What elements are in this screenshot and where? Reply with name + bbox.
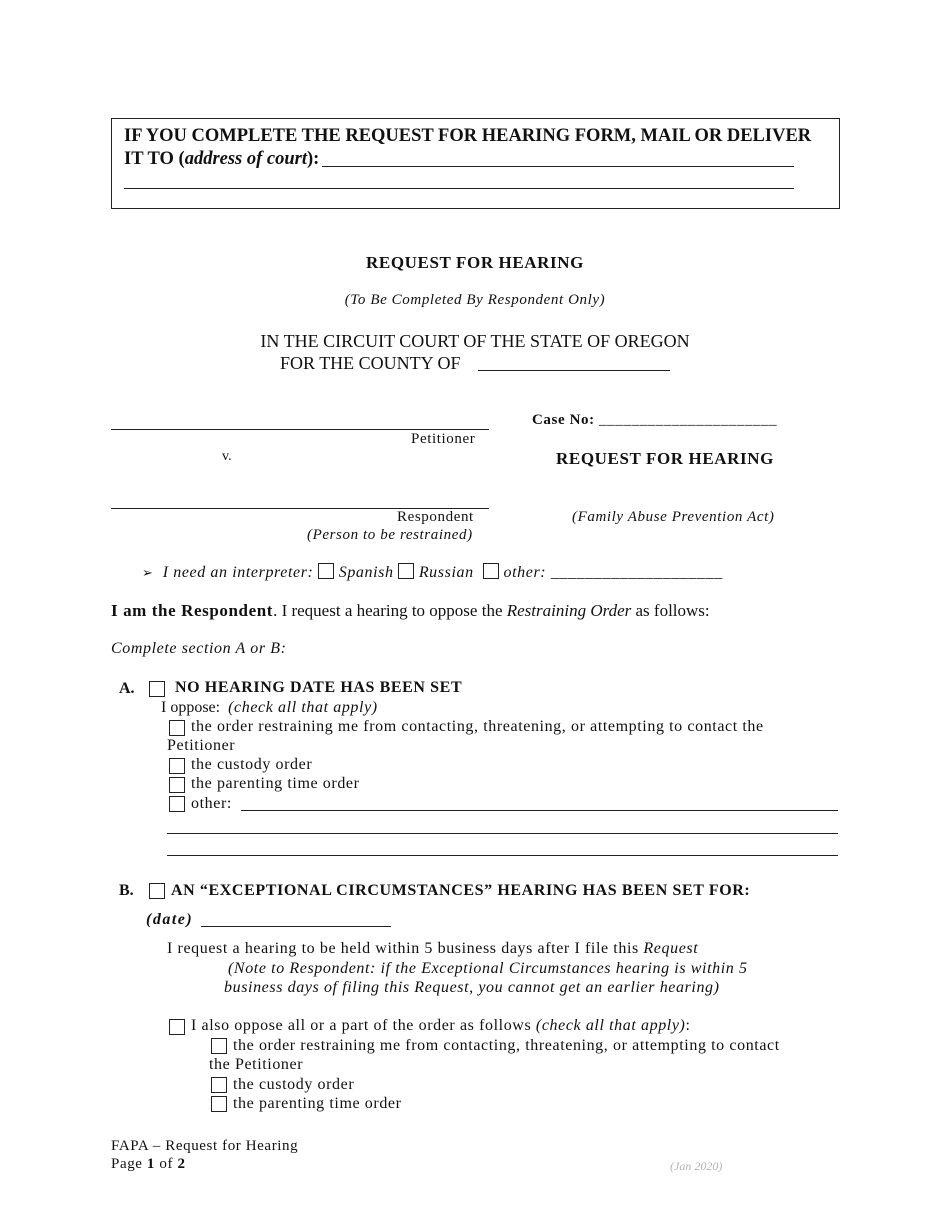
a-parenting-label: the parenting time order	[191, 775, 360, 792]
note-line-2: business days of filing this Request, you cannot get an earlier hearing)	[224, 979, 720, 996]
a-custody-checkbox[interactable]	[169, 758, 185, 774]
section-b-heading: AN “EXCEPTIONAL CIRCUMSTANCES” HEARING HAS BEEN SET FOR:	[171, 882, 751, 899]
intro-statement: I am the Respondent. I request a hearing to oppose the Restraining Order as follows:	[111, 601, 710, 620]
spanish-checkbox[interactable]	[318, 563, 334, 579]
b-contact-label-cont: the Petitioner	[209, 1056, 304, 1073]
b-custody-label: the custody order	[233, 1076, 355, 1093]
request-text: I request a hearing to be held within 5 business days after I file this Request	[167, 940, 699, 957]
a-contact-label-cont: Petitioner	[167, 737, 236, 754]
court-address-line-2[interactable]	[124, 188, 794, 189]
form-title: REQUEST FOR HEARING	[556, 449, 774, 468]
interpreter-row	[142, 563, 723, 582]
instruction-line-2: IT TO (address of court):	[124, 149, 320, 169]
court-line-2: FOR THE COUNTY OF	[280, 353, 461, 373]
county-field[interactable]	[478, 370, 670, 371]
section-a-checkbox[interactable]	[149, 681, 165, 697]
other-language-label: other:	[503, 564, 547, 581]
oppose-line: I oppose: (check all that apply)	[161, 699, 378, 716]
bullet-icon: ➢	[142, 565, 154, 580]
act-label: (Family Abuse Prevention Act)	[572, 509, 775, 525]
a-other-line-1[interactable]	[241, 810, 838, 811]
section-a-letter: A.	[119, 680, 135, 697]
b-also-oppose-checkbox[interactable]	[169, 1019, 185, 1035]
a-custody-label: the custody order	[191, 756, 313, 773]
footer-form-name: FAPA – Request for Hearing	[111, 1138, 299, 1154]
court-line-1: IN THE CIRCUIT COURT OF THE STATE OF OREGON	[260, 331, 690, 351]
versus-label: v.	[222, 449, 232, 464]
date-label: (date)	[146, 911, 194, 928]
page-title: REQUEST FOR HEARING	[366, 253, 584, 272]
russian-checkbox[interactable]	[398, 563, 414, 579]
a-other-line-2[interactable]	[167, 833, 838, 834]
complete-section-note: Complete section A or B:	[111, 640, 287, 657]
section-b-checkbox[interactable]	[149, 883, 165, 899]
a-other-line-3[interactable]	[167, 855, 838, 856]
respondent-label: Respondent	[397, 509, 474, 525]
b-contact-label: the order restraining me from contacting, threatening, or attempting to contact	[233, 1037, 780, 1054]
petitioner-line[interactable]	[111, 429, 489, 430]
footer-revision: (Jan 2020)	[670, 1159, 723, 1173]
russian-label: Russian	[418, 564, 474, 581]
b-also-oppose-label: I also oppose all or a part of the order as follows (check all that apply):	[191, 1017, 691, 1034]
interpreter-label: I need an interpreter:	[162, 564, 314, 581]
b-parenting-checkbox[interactable]	[211, 1096, 227, 1112]
a-parenting-checkbox[interactable]	[169, 777, 185, 793]
a-contact-label: the order restraining me from contacting, threatening, or attempting to contact the	[191, 718, 764, 735]
instruction-line-1: IF YOU COMPLETE THE REQUEST FOR HEARING FORM, MAIL OR DELIVER	[124, 126, 812, 146]
hearing-date-field[interactable]	[201, 926, 391, 927]
section-b-letter: B.	[119, 882, 134, 899]
footer-page-number: Page 1 of 2	[111, 1156, 186, 1172]
a-contact-checkbox[interactable]	[169, 720, 185, 736]
a-other-checkbox[interactable]	[169, 796, 185, 812]
page-subtitle: (To Be Completed By Respondent Only)	[344, 292, 606, 308]
court-address-line-1[interactable]	[322, 166, 794, 167]
b-contact-checkbox[interactable]	[211, 1038, 227, 1054]
respondent-note: (Person to be restrained)	[307, 527, 473, 543]
note-line-1: (Note to Respondent: if the Exceptional Circumstances hearing is within 5	[228, 960, 748, 977]
other-language-checkbox[interactable]	[483, 563, 499, 579]
petitioner-label: Petitioner	[411, 431, 476, 447]
section-a-heading: NO HEARING DATE HAS BEEN SET	[175, 679, 463, 696]
b-custody-checkbox[interactable]	[211, 1077, 227, 1093]
a-other-label: other:	[191, 795, 232, 812]
other-language-field[interactable]: ____________________	[550, 564, 723, 581]
case-number[interactable]: Case No: ______________________	[532, 412, 778, 428]
spanish-label: Spanish	[338, 564, 394, 581]
b-parenting-label: the parenting time order	[233, 1095, 402, 1112]
